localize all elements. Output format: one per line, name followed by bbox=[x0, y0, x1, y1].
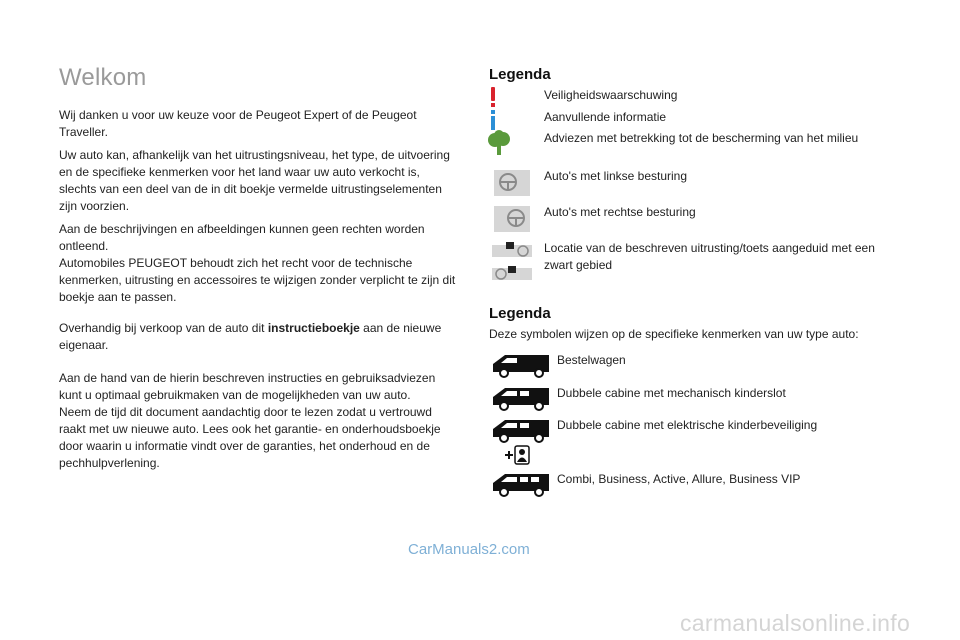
legend-item-combi: Combi, Business, Active, Allure, Business VIP bbox=[557, 472, 801, 486]
left-hand-drive-icon bbox=[490, 168, 534, 198]
legend-item-info: Aanvullende informatie bbox=[544, 110, 667, 124]
right-hand-drive-icon bbox=[490, 204, 534, 234]
combi-icon bbox=[491, 471, 553, 497]
legend-item-warning: Veiligheidswaarschuwing bbox=[544, 88, 678, 102]
welcome-paragraph-3a: Aan de beschrijvingen en afbeeldingen kunnen geen rechten worden ontleend. bbox=[59, 222, 425, 253]
legend-item-van: Bestelwagen bbox=[557, 353, 626, 367]
legend-item-location: Locatie van de beschreven uitrusting/toets aangeduid met een zwart gebied bbox=[544, 241, 875, 272]
tree-icon bbox=[486, 130, 512, 156]
legend-intro: Deze symbolen wijzen op de specifieke kenmerken van uw type auto: bbox=[489, 327, 859, 341]
welcome-text bbox=[59, 107, 459, 478]
legend-item-environment: Adviezen met betrekking tot de bescherming van het milieu bbox=[544, 131, 859, 145]
welcome-paragraph-5: Aan de hand van de hierin beschreven instructies en gebruiksadviezen kunt u optimaal gebruikmaken van de mogelijkheden van uw auto. Neem de tijd dit document aandachtig door te lezen zodat u vertrouwd raakt met uw nieuwe auto. Lees ook het garantie- en onderhoudsboekje door waarin u informatie vindt over de garanties, het onderhoud en de pechhulpverlening. bbox=[59, 371, 441, 470]
welcome-paragraph-2: Uw auto kan, afhankelijk van het uitrustingsniveau, het type, de uitvoering en de specifieke kenmerken voor het land waar uw auto verkocht is, slechts van een deel van de in dit boekje vermelde uitrustingselementen zijn voorzien. bbox=[59, 148, 450, 213]
page-title: Welkom bbox=[59, 64, 147, 91]
legend-item-rhd: Auto's met rechtse besturing bbox=[544, 205, 696, 219]
legend-item-double-cab-mechanical: Dubbele cabine met mechanisch kinderslot bbox=[557, 386, 786, 400]
welcome-paragraph-4: Overhandig bij verkoop van de auto dit instructieboekje aan de nieuwe eigenaar. bbox=[59, 321, 442, 352]
warning-icon bbox=[486, 86, 500, 108]
welcome-paragraph-1: Wij danken u voor uw keuze voor de Peugeot Expert of de Peugeot Traveller. bbox=[59, 108, 417, 139]
legend-title-2: Legenda bbox=[489, 305, 551, 322]
van-icon bbox=[491, 352, 553, 378]
legend-item-double-cab-electric: Dubbele cabine met elektrische kinderbeveiliging bbox=[557, 418, 818, 432]
dashboard-location-icon bbox=[490, 240, 534, 284]
welcome-paragraph-3b: Automobiles PEUGEOT behoudt zich het recht voor de technische kenmerken, uitrusting en accessoires te wijzigen zonder verplicht te zijn dit boekje aan te passen. bbox=[59, 256, 456, 304]
info-icon bbox=[486, 109, 500, 131]
double-cab-icon bbox=[491, 385, 553, 411]
legend-title-1: Legenda bbox=[489, 66, 551, 83]
watermark-top: CarManuals2.com bbox=[408, 541, 530, 558]
manual-name: instructieboekje bbox=[267, 321, 360, 335]
watermark-bottom: carmanualsonline.info bbox=[680, 610, 911, 636]
double-cab-electric-icon bbox=[491, 417, 553, 467]
legend-item-lhd: Auto's met linkse besturing bbox=[544, 169, 688, 183]
welcome-paragraph-3 bbox=[59, 221, 459, 306]
